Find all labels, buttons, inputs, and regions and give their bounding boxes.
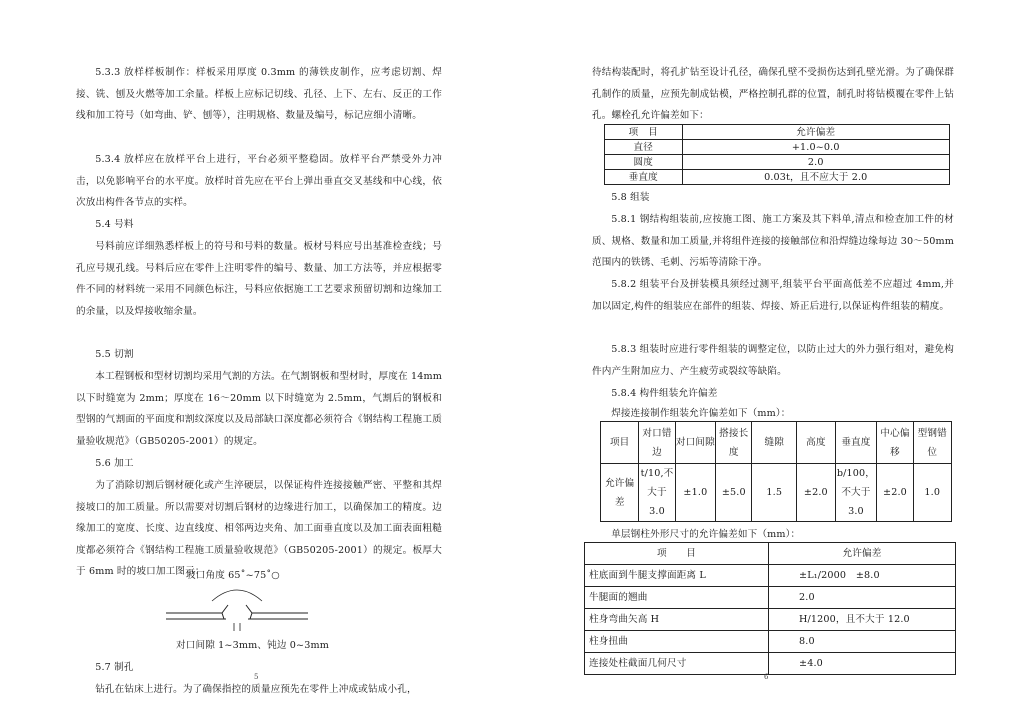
table-cell: ±L₁/2000 ±8.0 — [769, 565, 956, 587]
table-cell: +1.0~0.0 — [682, 140, 950, 155]
table-cell: 0.03t，且不应大于 2.0 — [682, 170, 950, 185]
paragraph-5-8-3: 5.8.3 组装时应进行零件组装的调整定位，以防止过大的外力强行组对，避免构件内产生附加应力、产生疲劳或裂纹等缺陷。 — [592, 344, 954, 377]
weld-assembly-tolerance-table — [600, 421, 952, 522]
table-cell: 2.0 — [769, 587, 956, 609]
table-header: 项 目 — [585, 543, 769, 565]
bevel-gap-note: 对口间隙 1~3mm、钝边 0~3mm — [176, 640, 329, 651]
page-number-right: 6 — [764, 673, 769, 681]
table-cell: b/100，不大于 3.0 — [835, 464, 877, 522]
heading-5-8-4: 5.8.4 构件组装允许偏差 — [611, 388, 718, 399]
table-header: 允许偏差 — [682, 125, 950, 140]
right-page — [512, 0, 1024, 724]
table-cell: 圆度 — [605, 155, 683, 170]
table-cell: 直径 — [605, 140, 683, 155]
right-page-text — [589, 62, 954, 675]
table-header: 中心偏移 — [877, 422, 913, 464]
table-cell: 柱身弯曲矢高 H — [585, 609, 769, 631]
table-header: 允许偏差 — [769, 543, 956, 565]
bevel-joint-drawing — [162, 583, 312, 635]
paragraph-5-8-2: 5.8.2 组装平台及拼装模具须经过测平,组装平台平面高低差不应超过 4mm,并加以固定,构件的组装应在部件的组装、焊接、矫正后进行,以保证构件组装的精度。 — [592, 279, 954, 312]
table-cell: 1.0 — [913, 464, 951, 522]
page-number-left: 5 — [254, 673, 259, 681]
table-header: 搭接长度 — [716, 422, 752, 464]
heading-5-4: 5.4 号料 — [95, 219, 134, 230]
heading-5-8: 5.8 组装 — [611, 192, 650, 203]
table-cell: 连接处柱截面几何尺寸 — [585, 653, 769, 675]
table-header: 对口间隙 — [675, 422, 716, 464]
steel-column-tolerance-table — [584, 542, 956, 675]
paragraph-5-5: 本工程钢板和型材切割均采用气割的方法。在气割钢板和型材时，厚度在 14mm 以下时缝宽为 2mm；厚度在 16～20mm 以下时缝宽为 2.5mm，气割后的钢板和型钢的气割面的平面度和割纹深度以及局部缺口深度都必须符合《钢结构工程施工质量验收规范》（GB50205-2001）的规定。 — [76, 371, 442, 447]
table-cell: 柱身扭曲 — [585, 631, 769, 653]
table-cell: 牛腿面的翘曲 — [585, 587, 769, 609]
paragraph-5-8-1: 5.8.1 钢结构组装前,应按施工图、施工方案及其下料单,清点和检查加工件的材质、规格、数量和加工质量,并将组件连接的接触部位和沿焊缝边缘每边 30～50mm 范围内的铁锈、毛刺、污垢等清除干净。 — [592, 214, 954, 269]
column-table-caption: 单层钢柱外形尺寸的允许偏差如下（mm）： — [611, 529, 801, 540]
table-cell: t/10,不大于 3.0 — [639, 464, 675, 522]
paragraph-5-3-3: 5.3.3 放样样板制作：样板采用厚度 0.3mm 的薄铁皮制作，应考虑切割、焊接、铣、刨及火燃等加工余量。样板上应标记切线、孔径、上下、左右、反正的工作线和加工符号（如弯曲、铲、刨等），注明规格、数量及编号，标记应细小清晰。 — [76, 67, 442, 122]
table-cell: H/1200，且不大于 12.0 — [769, 609, 956, 631]
table-cell: ±5.0 — [716, 464, 752, 522]
table-cell: 1.5 — [752, 464, 797, 522]
table-header: 型钢错位 — [913, 422, 951, 464]
table-row-label: 允许偏差 — [601, 464, 639, 522]
table-header: 项目 — [601, 422, 639, 464]
weld-table-caption: 焊接连接制作组装允许偏差如下（mm）： — [611, 408, 791, 419]
heading-5-6: 5.6 加工 — [95, 458, 134, 469]
table-header: 缝隙 — [752, 422, 797, 464]
table-cell: ±4.0 — [769, 653, 956, 675]
table-header: 对口错边 — [639, 422, 675, 464]
left-page-text — [76, 62, 442, 701]
bevel-diagram — [76, 563, 442, 657]
table-cell: 8.0 — [769, 631, 956, 653]
heading-5-7: 5.7 制孔 — [95, 662, 134, 673]
heading-5-5: 5.5 切割 — [95, 349, 134, 360]
paragraph-5-3-4: 5.3.4 放样应在放样平台上进行，平台必须平整稳固。放样平台严禁受外力冲击，以免影响平台的水平度。放样时首先应在平台上弹出垂直交叉基线和中心线，依次放出构件各节点的实样。 — [76, 154, 442, 209]
table-cell: 2.0 — [682, 155, 950, 170]
bevel-angle-label: 坡口角度 65˚~75˚○ — [186, 570, 280, 581]
paragraph-5-7-continued: 待结构装配时，将孔扩钻至设计孔径，确保孔壁不受损伤达到孔壁光滑。为了确保群孔制作的质量，应预先制成钻模，严格控制孔群的位置，制孔时将钻模覆在零件上钻孔。螺栓孔允许偏差如下： — [592, 67, 954, 122]
table-cell: 柱底面到牛腿支撑面距离 L — [585, 565, 769, 587]
table-header: 项 目 — [605, 125, 683, 140]
table-cell: ±2.0 — [797, 464, 835, 522]
table-header: 垂直度 — [835, 422, 877, 464]
bolt-hole-tolerance-table — [604, 124, 950, 185]
table-header: 高度 — [797, 422, 835, 464]
table-cell: ±1.0 — [675, 464, 716, 522]
paragraph-5-4: 号料前应详细熟悉样板上的符号和号料的数量。板材号料应号出基准检查线；号孔应号规孔线。号料后应在零件上注明零件的编号、数量、加工方法等，并应根据零件不同的材料统一采用不同颜色标注，号料应依据施工工艺要求预留切割和边缘加工的余量，以及焊接收缩余量。 — [76, 241, 442, 317]
paragraph-5-6: 为了消除切割后钢材硬化或产生淬硬层，以保证构件连接接触严密、平整和其焊接坡口的加工质量。所以需要对切割后钢材的边缘进行加工，以确保加工的精度。边缘加工的宽度、长度、边直线度、相邻两边夹角、加工面垂直度以及加工面表面粗糙度都必须符合《钢结构工程施工质量验收规范》（GB50205-2001）的规定。板厚大于 6mm 时的坡口加工图示： — [76, 480, 442, 578]
paragraph-5-7: 钻孔在钻床上进行。为了确保指控的质量应预先在零件上冲成或钻成小孔， — [95, 684, 417, 695]
table-cell: ±2.0 — [877, 464, 913, 522]
table-cell: 垂直度 — [605, 170, 683, 185]
